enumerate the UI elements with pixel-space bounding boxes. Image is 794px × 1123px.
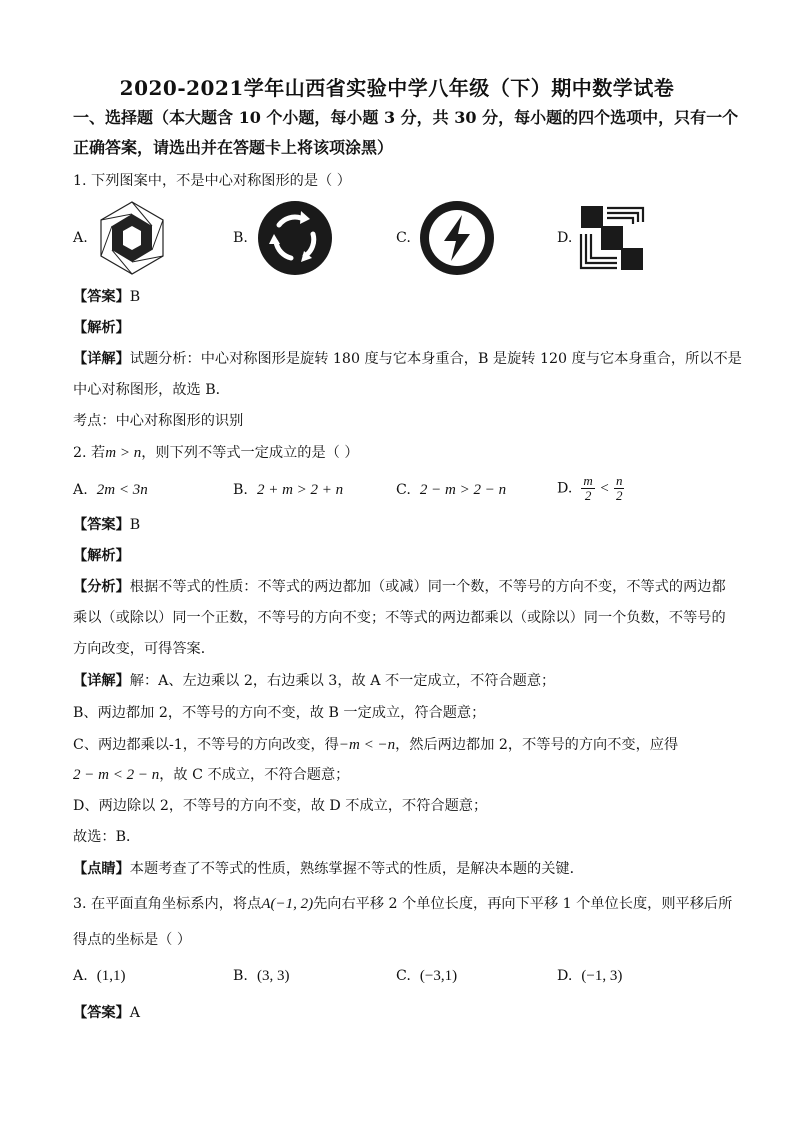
page-title: 2020-2021学年山西省实验中学八年级（下）期中数学试卷 (119, 76, 675, 100)
q3-answer: 【答案】A (73, 1005, 141, 1021)
q2-detail-line-6: 故选：B． (73, 829, 141, 845)
q2-detail-line-1: 【详解】解：A、左边乘以 2，右边乘以 3，故 A 不一定成立，不符合题意； (73, 673, 556, 689)
q3-stem-line-2: 得点的坐标是（ ） (73, 932, 192, 948)
q2-analysis-tag: 【解析】 (73, 548, 130, 564)
q3-option-b: B. (3, 3) (233, 968, 290, 984)
circular-arrows-icon (255, 198, 335, 278)
q1-analysis-tag: 【解析】 (73, 320, 130, 336)
stacked-squares-icon (579, 204, 645, 272)
q3-option-c: C. (−3,1) (396, 968, 458, 984)
q2-fenxi-line-3: 方向改变，可得答案． (73, 641, 215, 657)
q3-stem-line-1: 3. 在平面直角坐标系内，将点A(−1, 2)先向右平移 2 个单位长度，再向下平移 1 个单位长度，则平移后所 (73, 896, 733, 912)
section-heading-line-1: 一、选择题（本大题含 10 个小题，每小题 3 分，共 30 分，每小题的四个选项中，只有一个 (73, 108, 739, 127)
q2-detail-line-2: B、两边都加 2，不等号的方向不变，故 B 一定成立，符合题意； (73, 705, 486, 721)
q2-option-c: C. 2 − m > 2 − n (396, 482, 507, 498)
q2-option-d: D. $\frac{m}{2}$ < $\frac{n}{2}$ (557, 473, 623, 503)
section-heading-line-2: 正确答案，请选出并在答题卡上将该项涂黑） (73, 138, 394, 157)
answer-tag: 【答案】 (73, 289, 130, 305)
q2-option-a: A. 2m < 3n (73, 482, 148, 498)
q2-stem: 2. 若m > n，则下列不等式一定成立的是（ ） (73, 445, 359, 461)
q2-comment: 【点睛】本题考查了不等式的性质，熟练掌握不等式的性质，是解决本题的关键． (73, 861, 584, 877)
answer-value: B (129, 289, 141, 305)
q1-option-d-label: D. (557, 230, 573, 246)
q2-detail-line-3: C、两边都乘以-1，不等号的方向改变，得−m < −n，然后两边都加 2，不等号的方向不变，应得 (73, 737, 679, 753)
q1-option-a-label: A. (73, 230, 88, 246)
lightning-circle-icon (417, 198, 497, 278)
q2-fenxi-line-1: 【分析】根据不等式的性质：不等式的两边都加（或减）同一个数，不等号的方向不变，不等式的两边都 (73, 579, 726, 595)
q3-option-a: A. (1,1) (73, 968, 126, 984)
q2-answer: 【答案】B (73, 517, 141, 533)
q1-option-b-label: B. (233, 230, 248, 246)
q1-detail-line-1: 【详解】试题分析：中心对称图形是旋转 180 度与它本身重合，B 是旋转 120 度与它本身重合，所以不是 (73, 351, 742, 367)
q1-detail-line-2: 中心对称图形，故选 B． (73, 382, 230, 398)
q1-stem: 1. 下列图案中，不是中心对称图形的是（ ） (73, 173, 351, 189)
q2-detail-line-4: 2 − m < 2 − n，故 C 不成立，不符合题意； (73, 767, 350, 783)
q1-answer (73, 287, 140, 307)
q1-point: 考点：中心对称图形的识别 (73, 413, 244, 429)
q3-option-d: D. (−1, 3) (557, 968, 623, 984)
fraction-m-over-2: $\frac{m}{2}$ (583, 473, 593, 503)
q2-option-b: B. 2 + m > 2 + n (233, 482, 344, 498)
q1-option-c-label: C. (396, 230, 411, 246)
q2-detail-line-5: D、两边除以 2，不等号的方向不变，故 D 不成立，不符合题意； (73, 798, 488, 814)
fraction-n-over-2: $\frac{n}{2}$ (615, 473, 623, 503)
q2-fenxi-line-2: 乘以（或除以）同一个正数，不等号的方向不变；不等式的两边都乘以（或除以）同一个负数，不等号的 (73, 610, 726, 626)
hexagon-flower-icon (92, 198, 172, 278)
